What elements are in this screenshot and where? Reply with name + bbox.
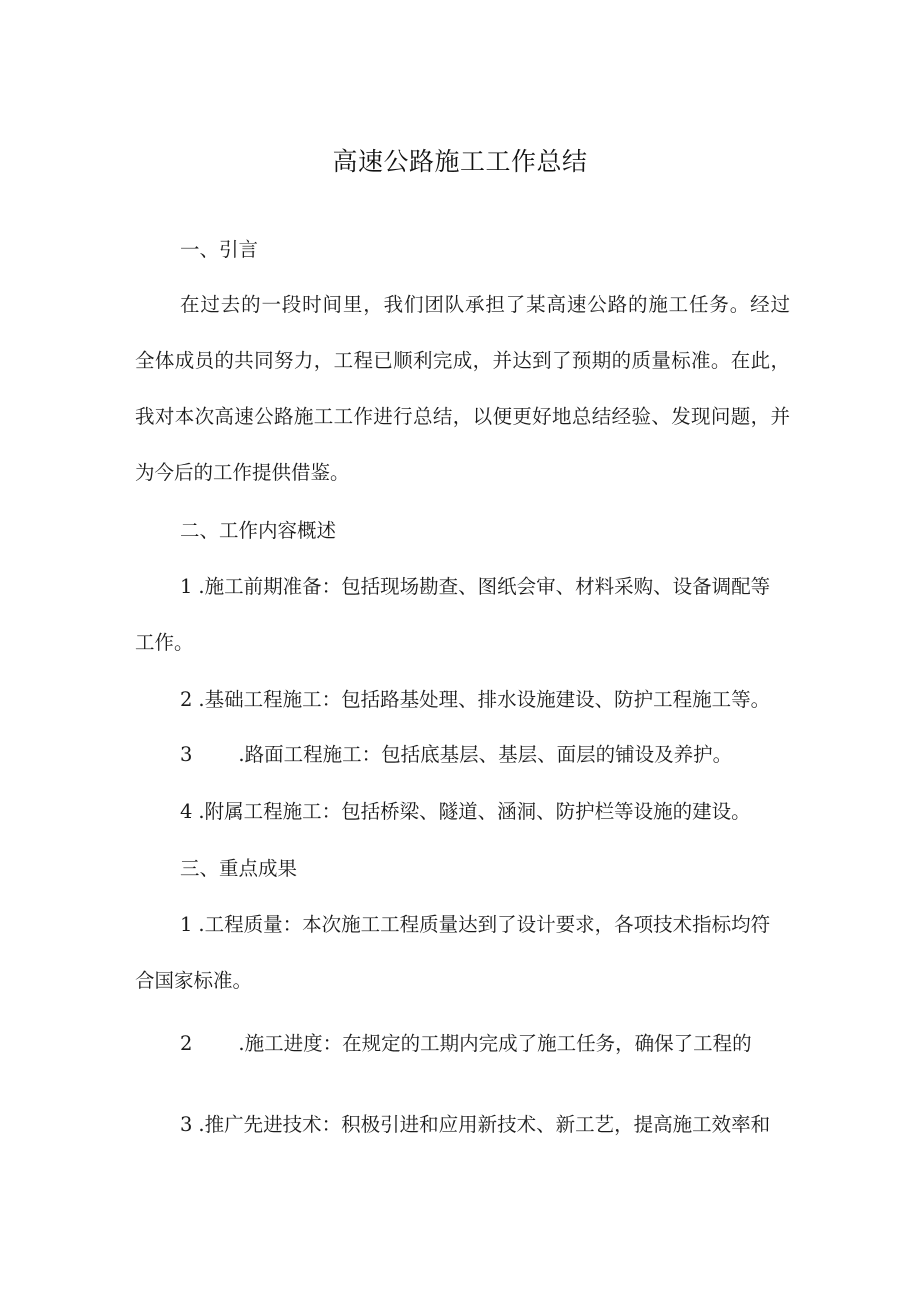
result-item-3 [180, 1110, 770, 1140]
document-title: 高速公路施工工作总结 [332, 147, 588, 176]
intro-paragraph-line-1: 在过去的一段时间里，我们团队承担了某高速公路的施工任务。经过 [180, 293, 790, 316]
result-item-1 [180, 910, 770, 940]
section-heading-work: 二、工作内容概述 [180, 519, 337, 542]
result-item-2 [180, 1029, 752, 1059]
intro-paragraph-line-4: 为今后的工作提供借鉴。 [135, 461, 350, 484]
work-item-1-number: 1 [180, 575, 193, 598]
result-item-2-number: 2 [180, 1032, 193, 1055]
work-item-2 [180, 685, 770, 715]
result-item-3-text: .推广先进技术：积极引进和应用新技术、新工艺，提高施工效率和 [198, 1113, 771, 1136]
work-item-2-number: 2 [180, 688, 193, 711]
result-item-2-text: .施工进度：在规定的工期内完成了施工任务，确保了工程的 [238, 1032, 752, 1055]
work-item-4-text: .附属工程施工：包括桥梁、隧道、涵洞、防护栏等设施的建设。 [198, 800, 751, 823]
intro-paragraph-line-2: 全体成员的共同努力，工程已顺利完成，并达到了预期的质量标准。在此， [135, 349, 790, 372]
result-item-1-text: .工程质量：本次施工工程质量达到了设计要求，各项技术指标均符 [198, 913, 771, 936]
work-item-4 [180, 797, 751, 827]
work-item-3-number: 3 [180, 743, 193, 766]
result-item-1-number: 1 [180, 913, 193, 936]
work-item-1-text: .施工前期准备：包括现场勘查、图纸会审、材料采购、设备调配等 [198, 575, 771, 598]
intro-paragraph-line-3: 我对本次高速公路施工工作进行总结，以便更好地总结经验、发现问题，并 [135, 405, 790, 428]
result-item-3-number: 3 [180, 1113, 193, 1136]
work-item-1-continuation: 工作。 [135, 631, 194, 654]
work-item-3 [180, 740, 732, 770]
work-item-4-number: 4 [180, 800, 193, 823]
result-item-1-continuation: 合国家标准。 [135, 969, 253, 992]
section-heading-intro: 一、引言 [180, 238, 259, 261]
work-item-3-text: .路面工程施工：包括底基层、基层、面层的铺设及养护。 [238, 743, 733, 766]
work-item-2-text: .基础工程施工：包括路基处理、排水设施建设、防护工程施工等。 [198, 688, 771, 711]
work-item-1 [180, 572, 770, 602]
section-heading-results: 三、重点成果 [180, 857, 298, 880]
